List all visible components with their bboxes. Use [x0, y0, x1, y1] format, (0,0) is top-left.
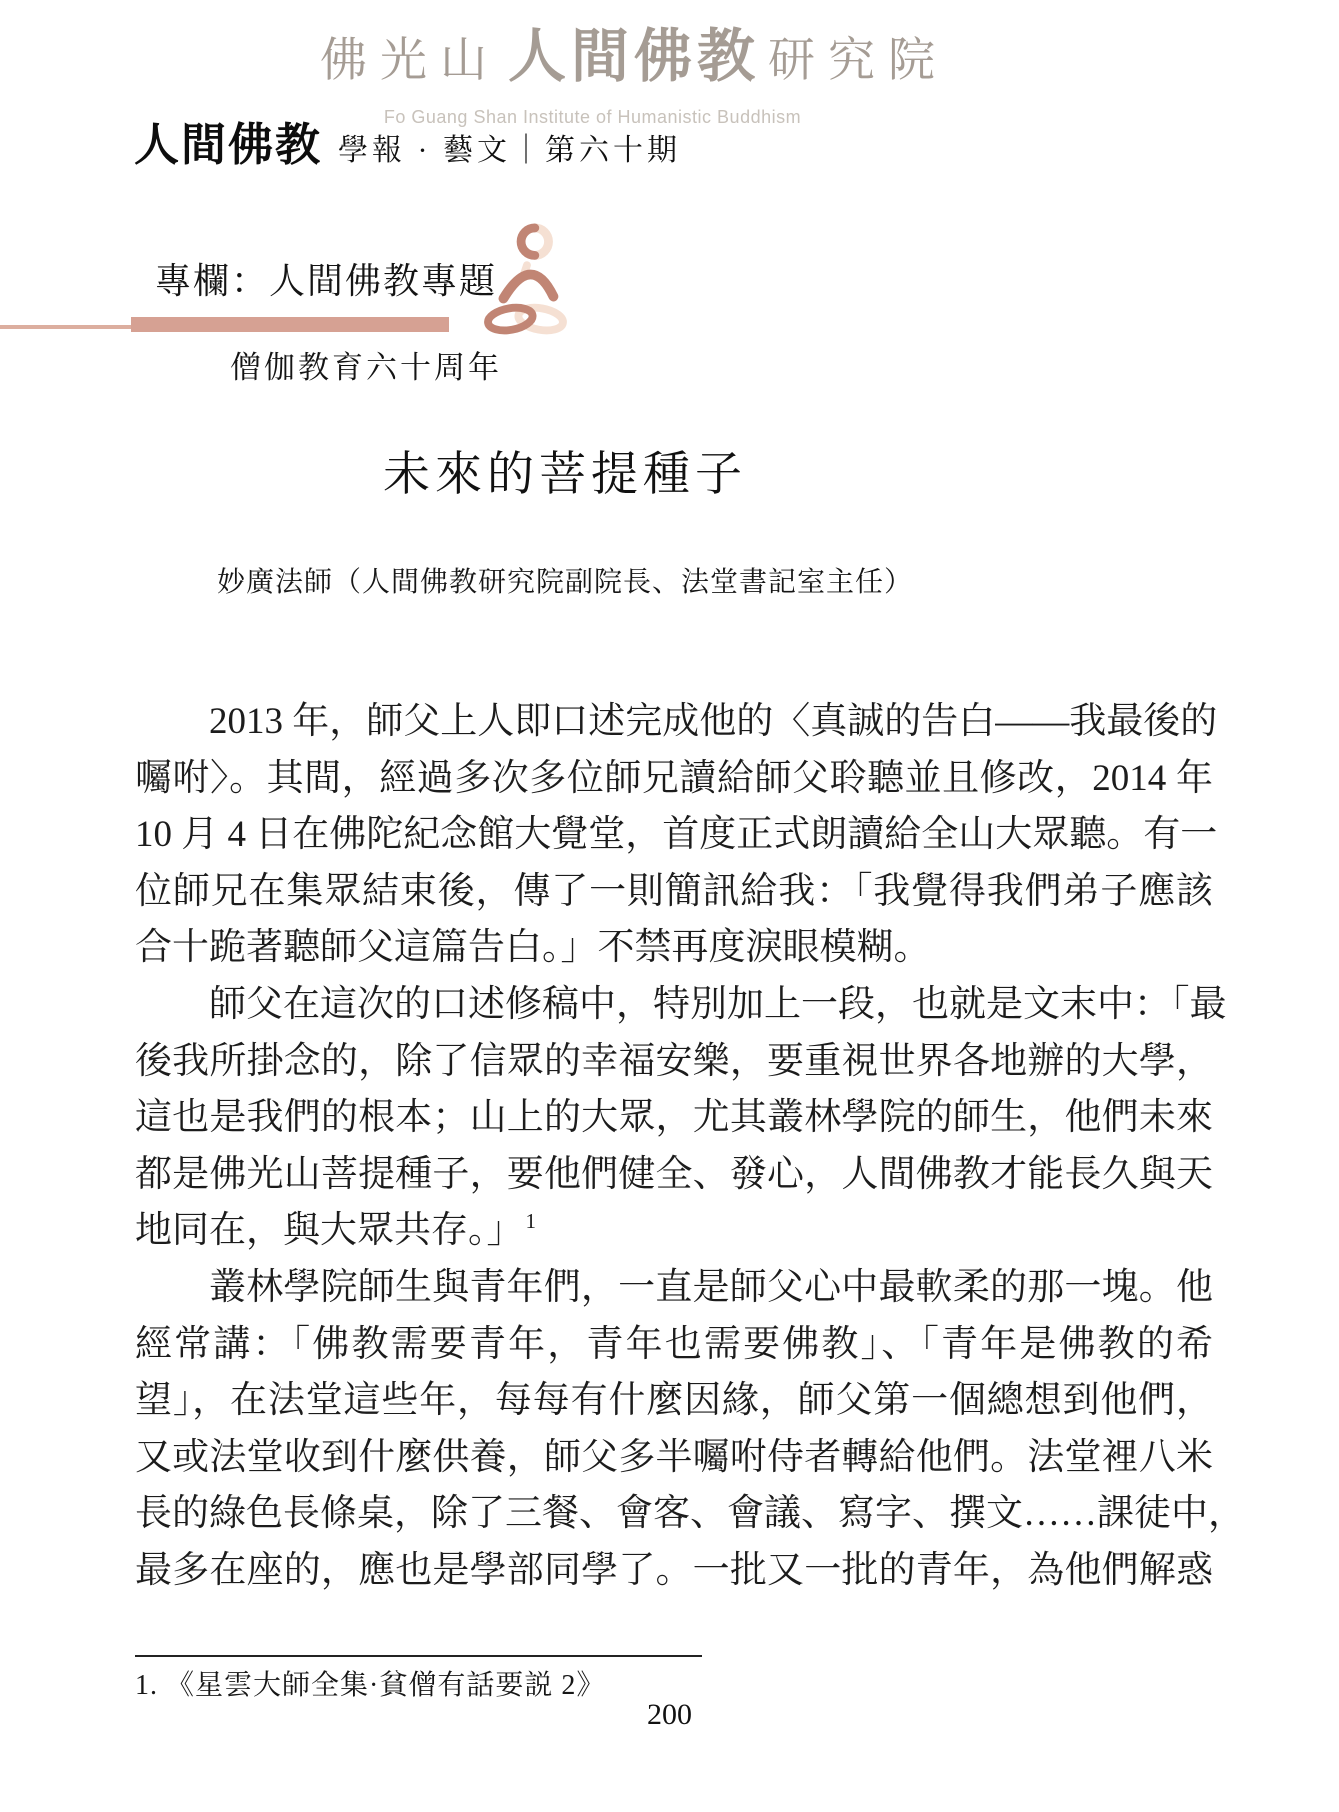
logo-right-text: 研究院	[768, 35, 949, 87]
body-line: 2013 年，師父上人即口述完成他的〈真誠的告白——我最後的	[209, 701, 1218, 742]
column-label: 專欄：人間佛教專題	[155, 261, 498, 301]
logo-brand-text: 人間佛教	[508, 24, 761, 89]
body-line: 都是佛光山菩提種子，要他們健全、發心，人間佛教才能長久與天	[135, 1153, 1213, 1195]
footnote-rule	[135, 1655, 702, 1657]
body-line: 合十跪著聽師父這篇告白。」不禁再度淚眼模糊。	[135, 927, 931, 969]
column-rule-thick	[131, 317, 449, 332]
institute-logo-english: Fo Guang Shan Institute of Humanistic Buddhism	[383, 107, 802, 127]
body-line: 師父在這次的口述修稿中，特別加上一段，也就是文末中：「最	[209, 983, 1227, 1025]
journal-issue-info: 學報 · 藝文｜第六十期	[338, 134, 682, 167]
institute-logo-cjk	[320, 22, 949, 107]
body-line: 地同在，與大眾共存。」$^1$	[135, 1209, 536, 1252]
article-title: 未來的菩提種子	[383, 449, 747, 501]
body-line: 這也是我們的根本；山上的大眾，尤其叢林學院的師生，他們未來	[135, 1097, 1213, 1139]
body-line: 叢林學院師生與青年們，一直是師父心中最軟柔的那一塊。他	[209, 1266, 1213, 1308]
meditation-figure-icon	[476, 203, 574, 345]
footnote-text: 1. 《星雲大師全集·貧僧有話要説 2》	[135, 1670, 606, 1701]
page-number: 200	[647, 1698, 692, 1731]
body-line: 經常講：「佛教需要青年，青年也需要佛教」、「青年是佛教的希	[135, 1323, 1213, 1365]
journal-brand-calligraphy: 人間佛教	[134, 120, 323, 170]
body-line: 囑咐〉。其間，經過多次多位師兄讀給師父聆聽並且修改，2014 年	[135, 757, 1213, 799]
body-line: 望」，在法堂這些年，每每有什麼因緣，師父第一個總想到他們，	[135, 1380, 1213, 1422]
article-author: 妙廣法師（人間佛教研究院副院長、法堂書記室主任）	[216, 567, 913, 598]
body-line: 又或法堂收到什麼供養，師父多半囑咐侍者轉給他們。法堂裡八米	[135, 1436, 1213, 1478]
body-line: 最多在座的，應也是學部同學了。一批又一批的青年，為他們解惑	[135, 1549, 1213, 1591]
journal-masthead	[134, 108, 681, 173]
column-series-title: 僧伽教育六十周年	[230, 350, 502, 385]
column-rule-thin	[0, 325, 131, 329]
footnote-reference-mark: 1	[525, 1209, 536, 1234]
body-line: 位師兄在集眾結束後，傳了一則簡訊給我：「我覺得我們弟子應該	[135, 870, 1213, 912]
logo-left-text: 佛光山	[320, 35, 500, 87]
body-line: 長的綠色長條桌，除了三餐、會客、會議、寫字、撰文……課徒中，	[135, 1493, 1245, 1535]
body-line: 10 月 4 日在佛陀紀念館大覺堂，首度正式朗讀給全山大眾聽。有一	[135, 814, 1218, 856]
article-body	[135, 694, 1245, 1600]
body-line: 後我所掛念的，除了信眾的幸福安樂，要重視世界各地辦的大學，	[135, 1040, 1213, 1082]
